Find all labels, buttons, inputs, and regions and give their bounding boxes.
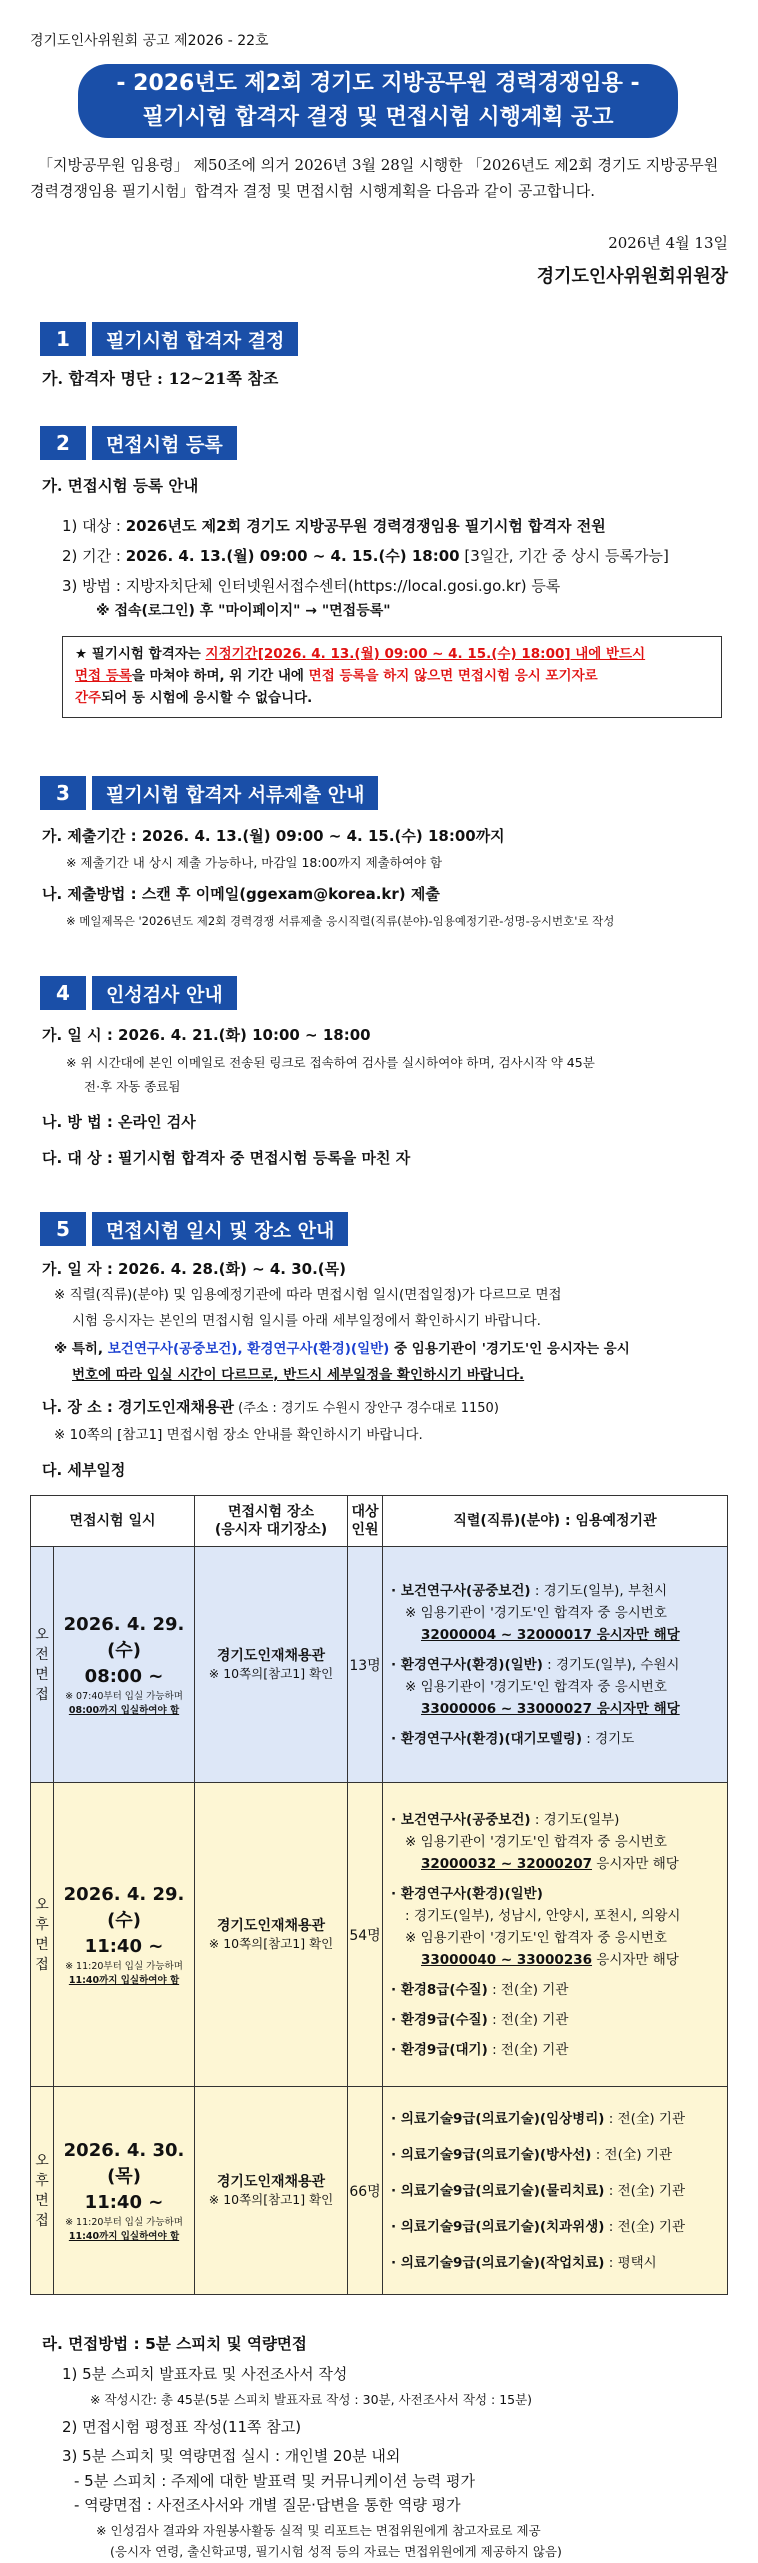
job-name: · 환경연구사(환경)(일반) xyxy=(391,1656,543,1673)
job-note-range: 32000004 ∼ 32000017 응시자만 해당 xyxy=(421,1626,680,1643)
note-text: 중 임용기관이 '경기도'인 응시자는 응시 xyxy=(389,1341,630,1357)
schedule-table xyxy=(30,1495,728,2295)
period-char: 오 xyxy=(35,1626,49,1643)
method-item-3-b: - 역량면접 : 사전조사서와 개별 질문·답변을 통한 역량 평가 xyxy=(74,2496,461,2514)
job-agency: : 전(全) 기관 xyxy=(591,2146,672,2163)
warning-line-1 xyxy=(75,643,711,665)
job-note-range: 32000032 ∼ 32000207 xyxy=(421,1855,593,1872)
sec1-item-a: 가. 합격자 명단 : 12∼21쪽 참조 xyxy=(42,369,279,388)
job-agency: : 전(全) 기관 xyxy=(604,2218,686,2235)
job-agency: : 전(全) 기관 xyxy=(487,2041,569,2058)
slot-date: 2026. 4. 29.(수) xyxy=(63,1613,185,1661)
place-name: 경기도인재채용관 xyxy=(216,1647,326,1664)
period-char: 면 xyxy=(35,1666,49,1683)
sec4-item-a-note-2: 전·후 자동 종료됨 xyxy=(84,1079,181,1094)
job-name: · 환경연구사(환경)(일반) xyxy=(391,1885,543,1902)
slot-cell xyxy=(54,1547,195,1783)
section-1-header xyxy=(40,322,298,356)
count-cell: 66명 xyxy=(348,2087,383,2295)
sec4-item-a-note-1: ※ 위 시간대에 본인 이메일로 전송된 링크로 접속하여 검사를 실시하여야 하며, 검사시작 약 45분 xyxy=(66,1055,595,1070)
value: 2026년도 제2회 경기도 지방공무원 경력경쟁임용 필기시험 합격자 전원 xyxy=(125,517,606,535)
slot-date: 2026. 4. 29.(수) xyxy=(63,1883,185,1931)
place-cell xyxy=(195,1783,348,2087)
job-name: · 환경연구사(환경)(대기모델링) xyxy=(391,1730,582,1747)
job-note-range: 33000040 ∼ 33000236 xyxy=(421,1951,593,1968)
slot-note: 08:00까지 입실하여야 함 xyxy=(68,1704,180,1716)
table-row xyxy=(31,2087,728,2295)
title-line-2: 필기시험 합격자 결정 및 면접시험 시행계획 공고 xyxy=(142,105,614,130)
job-note-tail: 응시자만 해당 xyxy=(592,1951,679,1968)
sec5-item-a-note-1: ※ 직렬(직류)(분야) 및 임용예정기관에 따라 면접시험 일시(면접일정)가 다르므로 면접 xyxy=(54,1287,562,1303)
section-title: 면접시험 등록 xyxy=(92,426,237,460)
sec3-item-b-note: ※ 메일제목은 '2026년도 제2회 경력경쟁 서류제출 응시직렬(직류(분야)-임용예정기관-성명-응시번호'로 작성 xyxy=(66,914,615,928)
jobs-cell xyxy=(383,1547,728,1783)
job-agency: : 전(全) 기관 xyxy=(604,2182,686,2199)
slot-note: ※ 11:20부터 입실 가능하며 xyxy=(65,1960,183,1972)
slot-note: 11:40까지 입실하여야 함 xyxy=(68,2230,180,2242)
job-name: · 의료기술9급(의료기술)(임상병리) xyxy=(391,2110,605,2127)
method-item-3: 3) 5분 스피치 및 역량면접 실시 : 개인별 20분 내외 xyxy=(62,2447,401,2465)
period-char: 전 xyxy=(35,1646,49,1663)
warn-text: 되어 동 시험에 응시할 수 없습니다. xyxy=(101,690,313,706)
section-4-header xyxy=(40,976,237,1010)
section-title: 필기시험 합격자 결정 xyxy=(92,322,298,356)
job-note: ※ 임용기관이 '경기도'인 합격자 중 응시번호 xyxy=(405,1929,667,1946)
slot-date: 2026. 4. 30.(목) xyxy=(63,2139,185,2187)
job-note: ※ 임용기관이 '경기도'인 합격자 중 응시번호 xyxy=(405,1604,667,1621)
job-agency: : 전(全) 기관 xyxy=(487,2011,569,2028)
section-3-header xyxy=(40,776,378,810)
notice-date: 2026년 4월 13일 xyxy=(608,234,728,252)
header-place-2: (응시자 대기장소) xyxy=(214,1522,328,1538)
warning-box xyxy=(62,636,722,718)
warn-text: ★ 필기시험 합격자는 xyxy=(75,646,206,662)
sec5-item-a-note-4: 번호에 따라 입실 시간이 다르므로, 반드시 세부일정을 확인하시기 바랍니다. xyxy=(72,1367,525,1383)
job-agency: : 전(全) 기관 xyxy=(604,2110,686,2127)
period-cell xyxy=(31,2087,54,2295)
header-place-1: 면접시험 장소 xyxy=(227,1504,315,1520)
period-char: 후 xyxy=(35,2172,49,2189)
title-banner xyxy=(78,64,678,138)
place-name: 경기도인재채용관 xyxy=(216,1917,326,1934)
method-title: 라. 면접방법 : 5분 스피치 및 역량면접 xyxy=(42,2335,307,2353)
count-cell: 13명 xyxy=(348,1547,383,1783)
section-title: 필기시험 합격자 서류제출 안내 xyxy=(92,776,378,810)
period-char: 면 xyxy=(35,1936,49,1953)
method-item-3-note-1: ※ 인성검사 결과와 자원봉사활동 실적 및 리포트는 면접위원에게 참고자료로 제공 xyxy=(96,2523,541,2538)
slot-note: 11:40까지 입실하여야 함 xyxy=(68,1974,180,1986)
job-name: · 의료기술9급(의료기술)(방사선) xyxy=(391,2146,592,2163)
period-char: 오 xyxy=(35,1896,49,1913)
table-row xyxy=(31,1783,728,2087)
sec2-item-3-note: ※ 접속(로그인) 후 "마이페이지" → "면접등록" xyxy=(96,603,391,619)
job-note: ※ 임용기관이 '경기도'인 합격자 중 응시번호 xyxy=(405,1833,667,1850)
header-count-2: 인원 xyxy=(351,1522,379,1538)
notice-number: 경기도인사위원회 공고 제2026 - 22호 xyxy=(30,33,269,49)
slot-cell xyxy=(54,2087,195,2295)
intro-paragraph: 「지방공무원 임용령」 제50조에 의거 2026년 3월 28일 시행한 「2026년도 제2회 경기도 지방공무원 경력경쟁임용 필기시험」합격자 결정 및 면접시험 시행계획을 다음과 같이 공고합니다. xyxy=(30,156,719,200)
place-note: ※ 10쪽의[참고1] 확인 xyxy=(208,1665,334,1681)
place-address: (주소 : 경기도 수원시 장안구 경수대로 1150) xyxy=(233,1401,499,1416)
method-item-3-a: - 5분 스피치 : 주제에 대한 발표력 및 커뮤니케이션 능력 평가 xyxy=(74,2472,475,2490)
job-note-range: 33000006 ∼ 33000027 응시자만 해당 xyxy=(421,1700,680,1717)
job-note: ※ 임용기관이 '경기도'인 합격자 중 응시번호 xyxy=(405,1678,667,1695)
slot-time: 08:00 ∼ xyxy=(84,1665,164,1687)
section-number: 1 xyxy=(40,322,86,356)
sec2-item-2 xyxy=(62,545,669,567)
sec2-item-3: 3) 방법 : 지방자치단체 인터넷원서접수센터(https://local.gosi.go.kr) 등록 xyxy=(62,577,561,595)
period-char: 접 xyxy=(35,1686,49,1703)
sec4-item-b: 나. 방 법 : 온라인 검사 xyxy=(42,1113,196,1131)
job-name: · 환경9급(대기) xyxy=(391,2041,488,2058)
method-item-1: 1) 5분 스피치 발표자료 및 사전조사서 작성 xyxy=(62,2365,348,2383)
label: 1) 대상 : xyxy=(62,517,126,535)
count-cell: 54명 xyxy=(348,1783,383,2087)
warn-forfeit: 면접 등록을 하지 않으면 면접시험 응시 포기자로 xyxy=(308,668,598,684)
section-5-header xyxy=(40,1212,348,1246)
warn-text: 을 마쳐야 하며, 위 기간 내에 xyxy=(131,668,309,684)
sec5-item-b-note: ※ 10쪽의 [참고1] 면접시험 장소 안내를 확인하시기 바랍니다. xyxy=(54,1427,423,1443)
value: 2026. 4. 13.(월) 09:00 ∼ 4. 15.(수) 18:00 xyxy=(125,547,460,565)
warn-deemed: 간주 xyxy=(75,690,102,706)
slot-note: ※ 11:20부터 입실 가능하며 xyxy=(65,2216,183,2228)
header-place xyxy=(195,1496,348,1547)
job-agency: : 경기도 xyxy=(582,1730,635,1747)
slot-time: 11:40 ∼ xyxy=(84,1935,164,1957)
period-cell xyxy=(31,1783,54,2087)
sec5-item-c: 다. 세부일정 xyxy=(42,1461,126,1479)
sec5-item-a-note-2: 시험 응시자는 본인의 면접시험 일시를 아래 세부일정에서 확인하시기 바랍니다. xyxy=(72,1313,541,1329)
jobs-cell xyxy=(383,1783,728,2087)
label: 2) 기간 : xyxy=(62,547,126,565)
job-note-tail: 응시자만 해당 xyxy=(592,1855,679,1872)
warn-register: 면접 등록 xyxy=(75,668,132,684)
place-label: 나. 장 소 : 경기도인재채용관 xyxy=(42,1398,234,1416)
job-name: · 환경9급(수질) xyxy=(391,2011,488,2028)
job-agency: : 전(全) 기관 xyxy=(487,1981,569,1998)
table-header-row xyxy=(31,1496,728,1547)
sec2-item-1 xyxy=(62,515,606,537)
header-jobs: 직렬(직류)(분야) : 임용예정기관 xyxy=(383,1496,728,1547)
sec5-item-b xyxy=(42,1396,499,1420)
job-agency: : 경기도(일부), 수원시 xyxy=(542,1656,680,1673)
sec3-item-b: 나. 제출방법 : 스캔 후 이메일(ggexam@korea.kr) 제출 xyxy=(42,885,440,903)
note-jobs: 보건연구사(공중보건), 환경연구사(환경)(일반) xyxy=(107,1341,390,1357)
section-title: 인성검사 안내 xyxy=(92,976,237,1010)
sec3-item-a: 가. 제출기간 : 2026. 4. 13.(월) 09:00 ∼ 4. 15.(수) 18:00까지 xyxy=(42,827,505,845)
job-agency: : 경기도(일부) xyxy=(530,1811,620,1828)
period-cell xyxy=(31,1547,54,1783)
header-slot: 면접시험 일시 xyxy=(31,1496,195,1547)
period-char: 면 xyxy=(35,2192,49,2209)
place-name: 경기도인재채용관 xyxy=(216,2173,326,2190)
warning-line-2 xyxy=(75,665,711,687)
sec4-item-c: 다. 대 상 : 필기시험 합격자 중 면접시험 등록을 마친 자 xyxy=(42,1149,411,1167)
section-number: 3 xyxy=(40,776,86,810)
header-count-1: 대상 xyxy=(351,1504,379,1520)
place-cell xyxy=(195,1547,348,1783)
job-agency: : 평택시 xyxy=(604,2254,657,2271)
place-cell xyxy=(195,2087,348,2295)
job-agency: : 경기도(일부), 부천시 xyxy=(530,1582,668,1599)
slot-time: 11:40 ∼ xyxy=(84,2191,164,2213)
signer: 경기도인사위원회위원장 xyxy=(536,266,728,287)
jobs-cell xyxy=(383,2087,728,2295)
sec3-item-a-note: ※ 제출기간 내 상시 제출 가능하나, 마감일 18:00까지 제출하여야 함 xyxy=(66,855,443,870)
slot-note: ※ 07:40부터 입실 가능하며 xyxy=(65,1690,183,1702)
job-name: · 의료기술9급(의료기술)(작업치료) xyxy=(391,2254,605,2271)
job-name: · 보건연구사(공중보건) xyxy=(391,1582,531,1599)
job-agency: : 경기도(일부), 성남시, 안양시, 포천시, 의왕시 xyxy=(405,1907,681,1924)
tail: [3일간, 기간 중 상시 등록가능] xyxy=(459,547,669,565)
period-char: 접 xyxy=(35,2212,49,2229)
job-name: · 보건연구사(공중보건) xyxy=(391,1811,531,1828)
warn-period: 지정기간[2026. 4. 13.(월) 09:00 ∼ 4. 15.(수) 18:00] 내에 반드시 xyxy=(205,646,646,662)
warning-line-3 xyxy=(75,687,711,709)
job-name: · 의료기술9급(의료기술)(물리치료) xyxy=(391,2182,605,2199)
period-char: 오 xyxy=(35,2152,49,2169)
place-note: ※ 10쪽의[참고1] 확인 xyxy=(208,2191,334,2207)
section-title: 면접시험 일시 및 장소 안내 xyxy=(92,1212,348,1246)
job-name: · 환경8급(수질) xyxy=(391,1981,488,1998)
job-name: · 의료기술9급(의료기술)(치과위생) xyxy=(391,2218,605,2235)
section-number: 5 xyxy=(40,1212,86,1246)
section-2-header xyxy=(40,426,237,460)
section-number: 4 xyxy=(40,976,86,1010)
period-char: 접 xyxy=(35,1956,49,1973)
title-line-1: - 2026년도 제2회 경기도 지방공무원 경력경쟁임용 - xyxy=(116,71,640,96)
section-number: 2 xyxy=(40,426,86,460)
sec5-item-a: 가. 일 자 : 2026. 4. 28.(화) ∼ 4. 30.(목) xyxy=(42,1260,346,1278)
table-row xyxy=(31,1547,728,1783)
header-count xyxy=(348,1496,383,1547)
method-item-2: 2) 면접시험 평정표 작성(11쪽 참고) xyxy=(62,2418,302,2436)
sec2-item-a: 가. 면접시험 등록 안내 xyxy=(42,476,199,495)
slot-cell xyxy=(54,1783,195,2087)
note-text: ※ 특히, xyxy=(54,1341,108,1357)
method-item-3-note-2: (응시자 연령, 출신학교명, 필기시험 성적 등의 자료는 면접위원에게 제공하지 않음) xyxy=(110,2544,562,2559)
sec4-item-a: 가. 일 시 : 2026. 4. 21.(화) 10:00 ∼ 18:00 xyxy=(42,1026,371,1044)
place-note: ※ 10쪽의[참고1] 확인 xyxy=(208,1935,334,1951)
sec5-item-a-note-3 xyxy=(54,1338,630,1360)
method-item-1-note: ※ 작성시간: 총 45분(5분 스피치 발표자료 작성 : 30분, 사전조사서 작성 : 15분) xyxy=(90,2392,533,2407)
period-char: 후 xyxy=(35,1916,49,1933)
